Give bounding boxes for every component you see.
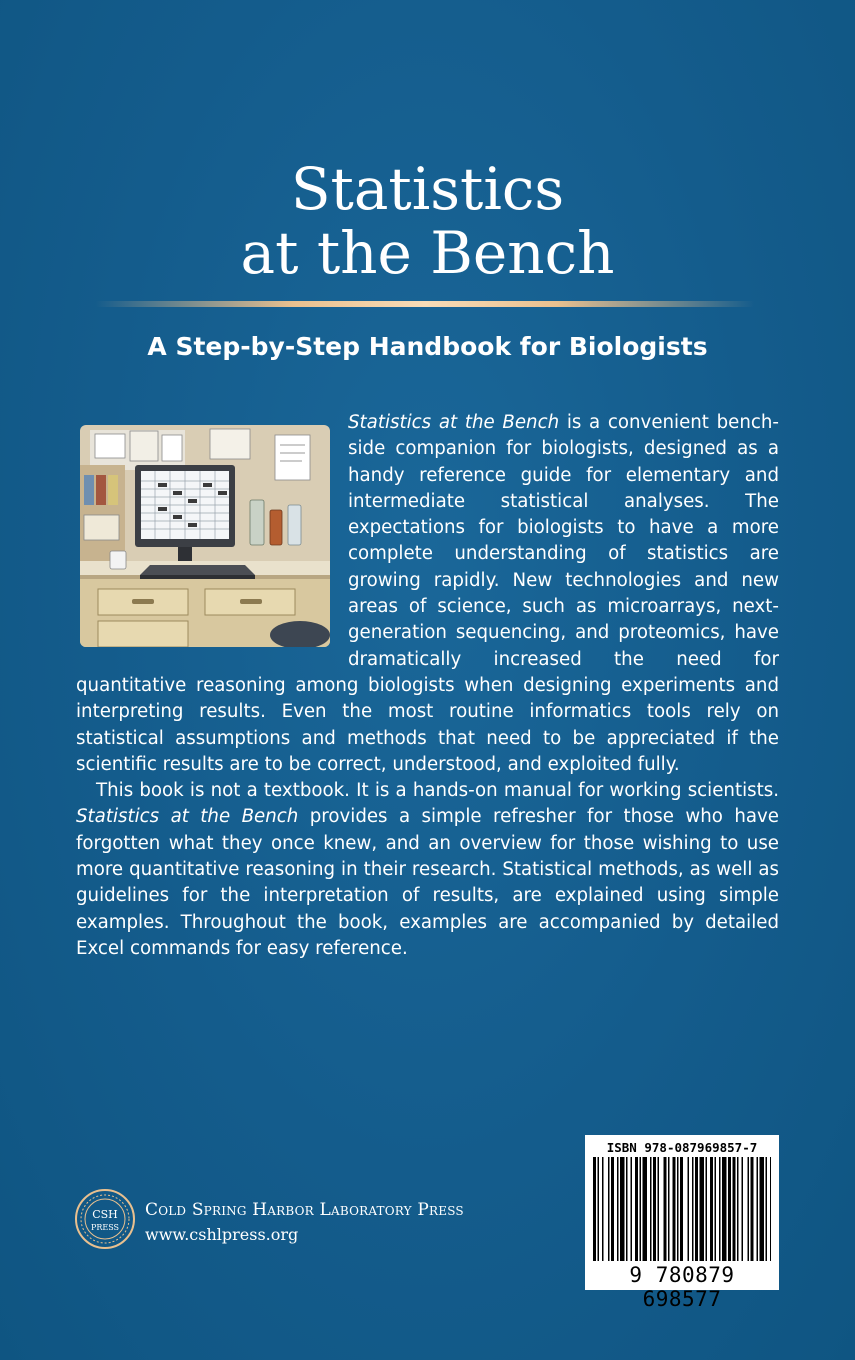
book-title-line-1: Statistics [290, 155, 565, 223]
barcode-bars [593, 1157, 771, 1261]
barcode-bar [700, 1157, 705, 1261]
barcode-bar [602, 1157, 604, 1261]
description-paragraph-2 [76, 778, 779, 962]
barcode-bar [757, 1157, 759, 1261]
seal-text-bottom: PRESS [90, 1223, 120, 1232]
publisher-url: www.cshlpress.org [145, 1225, 299, 1244]
barcode-bar [710, 1157, 713, 1261]
barcode-bar [617, 1157, 619, 1261]
barcode-bar [760, 1157, 765, 1261]
barcode-bar [608, 1157, 610, 1261]
description-book-title-2: Statistics at the Bench [76, 806, 299, 828]
barcode-bar [677, 1157, 679, 1261]
barcode-bar [680, 1157, 683, 1261]
barcode-bar [770, 1157, 771, 1261]
barcode-bar [766, 1157, 768, 1261]
barcode-bar [722, 1157, 727, 1261]
barcode-bar [635, 1157, 638, 1261]
barcode-bar [673, 1157, 676, 1261]
barcode-bar [748, 1157, 750, 1261]
title-divider [95, 301, 755, 307]
barcode-bar [688, 1157, 690, 1261]
barcode-bar [658, 1157, 660, 1261]
description-text-2: provides a simple refresher for those who have forgotten what they once knew, and an overview for those wishing to use more quantitative reasoning in their research. Statistical methods, as well as guidelines for the interpretation of results, are explained using simple examples. Throughout the book, examples are accompanied by detailed Excel commands for easy reference. [76, 806, 779, 959]
barcode-bar [751, 1157, 754, 1261]
barcode-bar [715, 1157, 717, 1261]
barcode-bar [728, 1157, 731, 1261]
description-text-1: is a convenient bench-side companion for biologists, designed as a handy reference guide for elementary and intermediate statistical analyses. The expectations for biologists to have a more complete understanding of statistics are growing rapidly. New technologies and new areas of science, such as microarrays, next-generation sequencing, and proteomics, have dramatically increased the need for quantitative reasoning among biologists when designing experiments and interpreting results. Even the most routine informatics tools rely on statistical assumptions and methods that need to be appreciated if the scientific results are to be correct, understood, and exploited fully. [76, 412, 779, 775]
barcode-bar [620, 1157, 625, 1261]
barcode-bar [598, 1157, 600, 1261]
barcode-bar [664, 1157, 667, 1261]
barcode-bar [695, 1157, 698, 1261]
barcode-bar [668, 1157, 670, 1261]
seal-text-top: CSH [92, 1208, 118, 1221]
book-subtitle: A Step-by-Step Handbook for Biologists [147, 332, 708, 361]
description-lead-2: This book is not a textbook. It is a hands-on manual for working scientists. [96, 780, 779, 802]
book-title-line-2: at the Bench [240, 219, 615, 287]
book-description [76, 410, 779, 962]
publisher-name: Cold Spring Harbor Laboratory Press [145, 1200, 464, 1220]
barcode-bar [640, 1157, 642, 1261]
barcode-bar [650, 1157, 652, 1261]
barcode-bar [719, 1157, 721, 1261]
barcode-bar [626, 1157, 628, 1261]
barcode-bar [631, 1157, 633, 1261]
barcode-bar [706, 1157, 708, 1261]
barcode-bar [737, 1157, 739, 1261]
barcode-bar [733, 1157, 736, 1261]
isbn-barcode [585, 1135, 779, 1311]
description-book-title-1: Statistics at the Bench [348, 412, 560, 433]
cshl-press-seal-icon [74, 1188, 136, 1250]
barcode-bar [643, 1157, 648, 1261]
barcode-bar [611, 1157, 614, 1261]
barcode-bar [593, 1157, 596, 1261]
illustration-spacer [76, 410, 348, 660]
isbn-label: ISBN 978-087969857-7 [606, 1140, 758, 1155]
barcode-digits: 9 780879 698577 [629, 1263, 735, 1311]
barcode-bar [742, 1157, 744, 1261]
publisher-block [74, 1188, 554, 1252]
barcode-bar [692, 1157, 694, 1261]
barcode-bar [653, 1157, 656, 1261]
